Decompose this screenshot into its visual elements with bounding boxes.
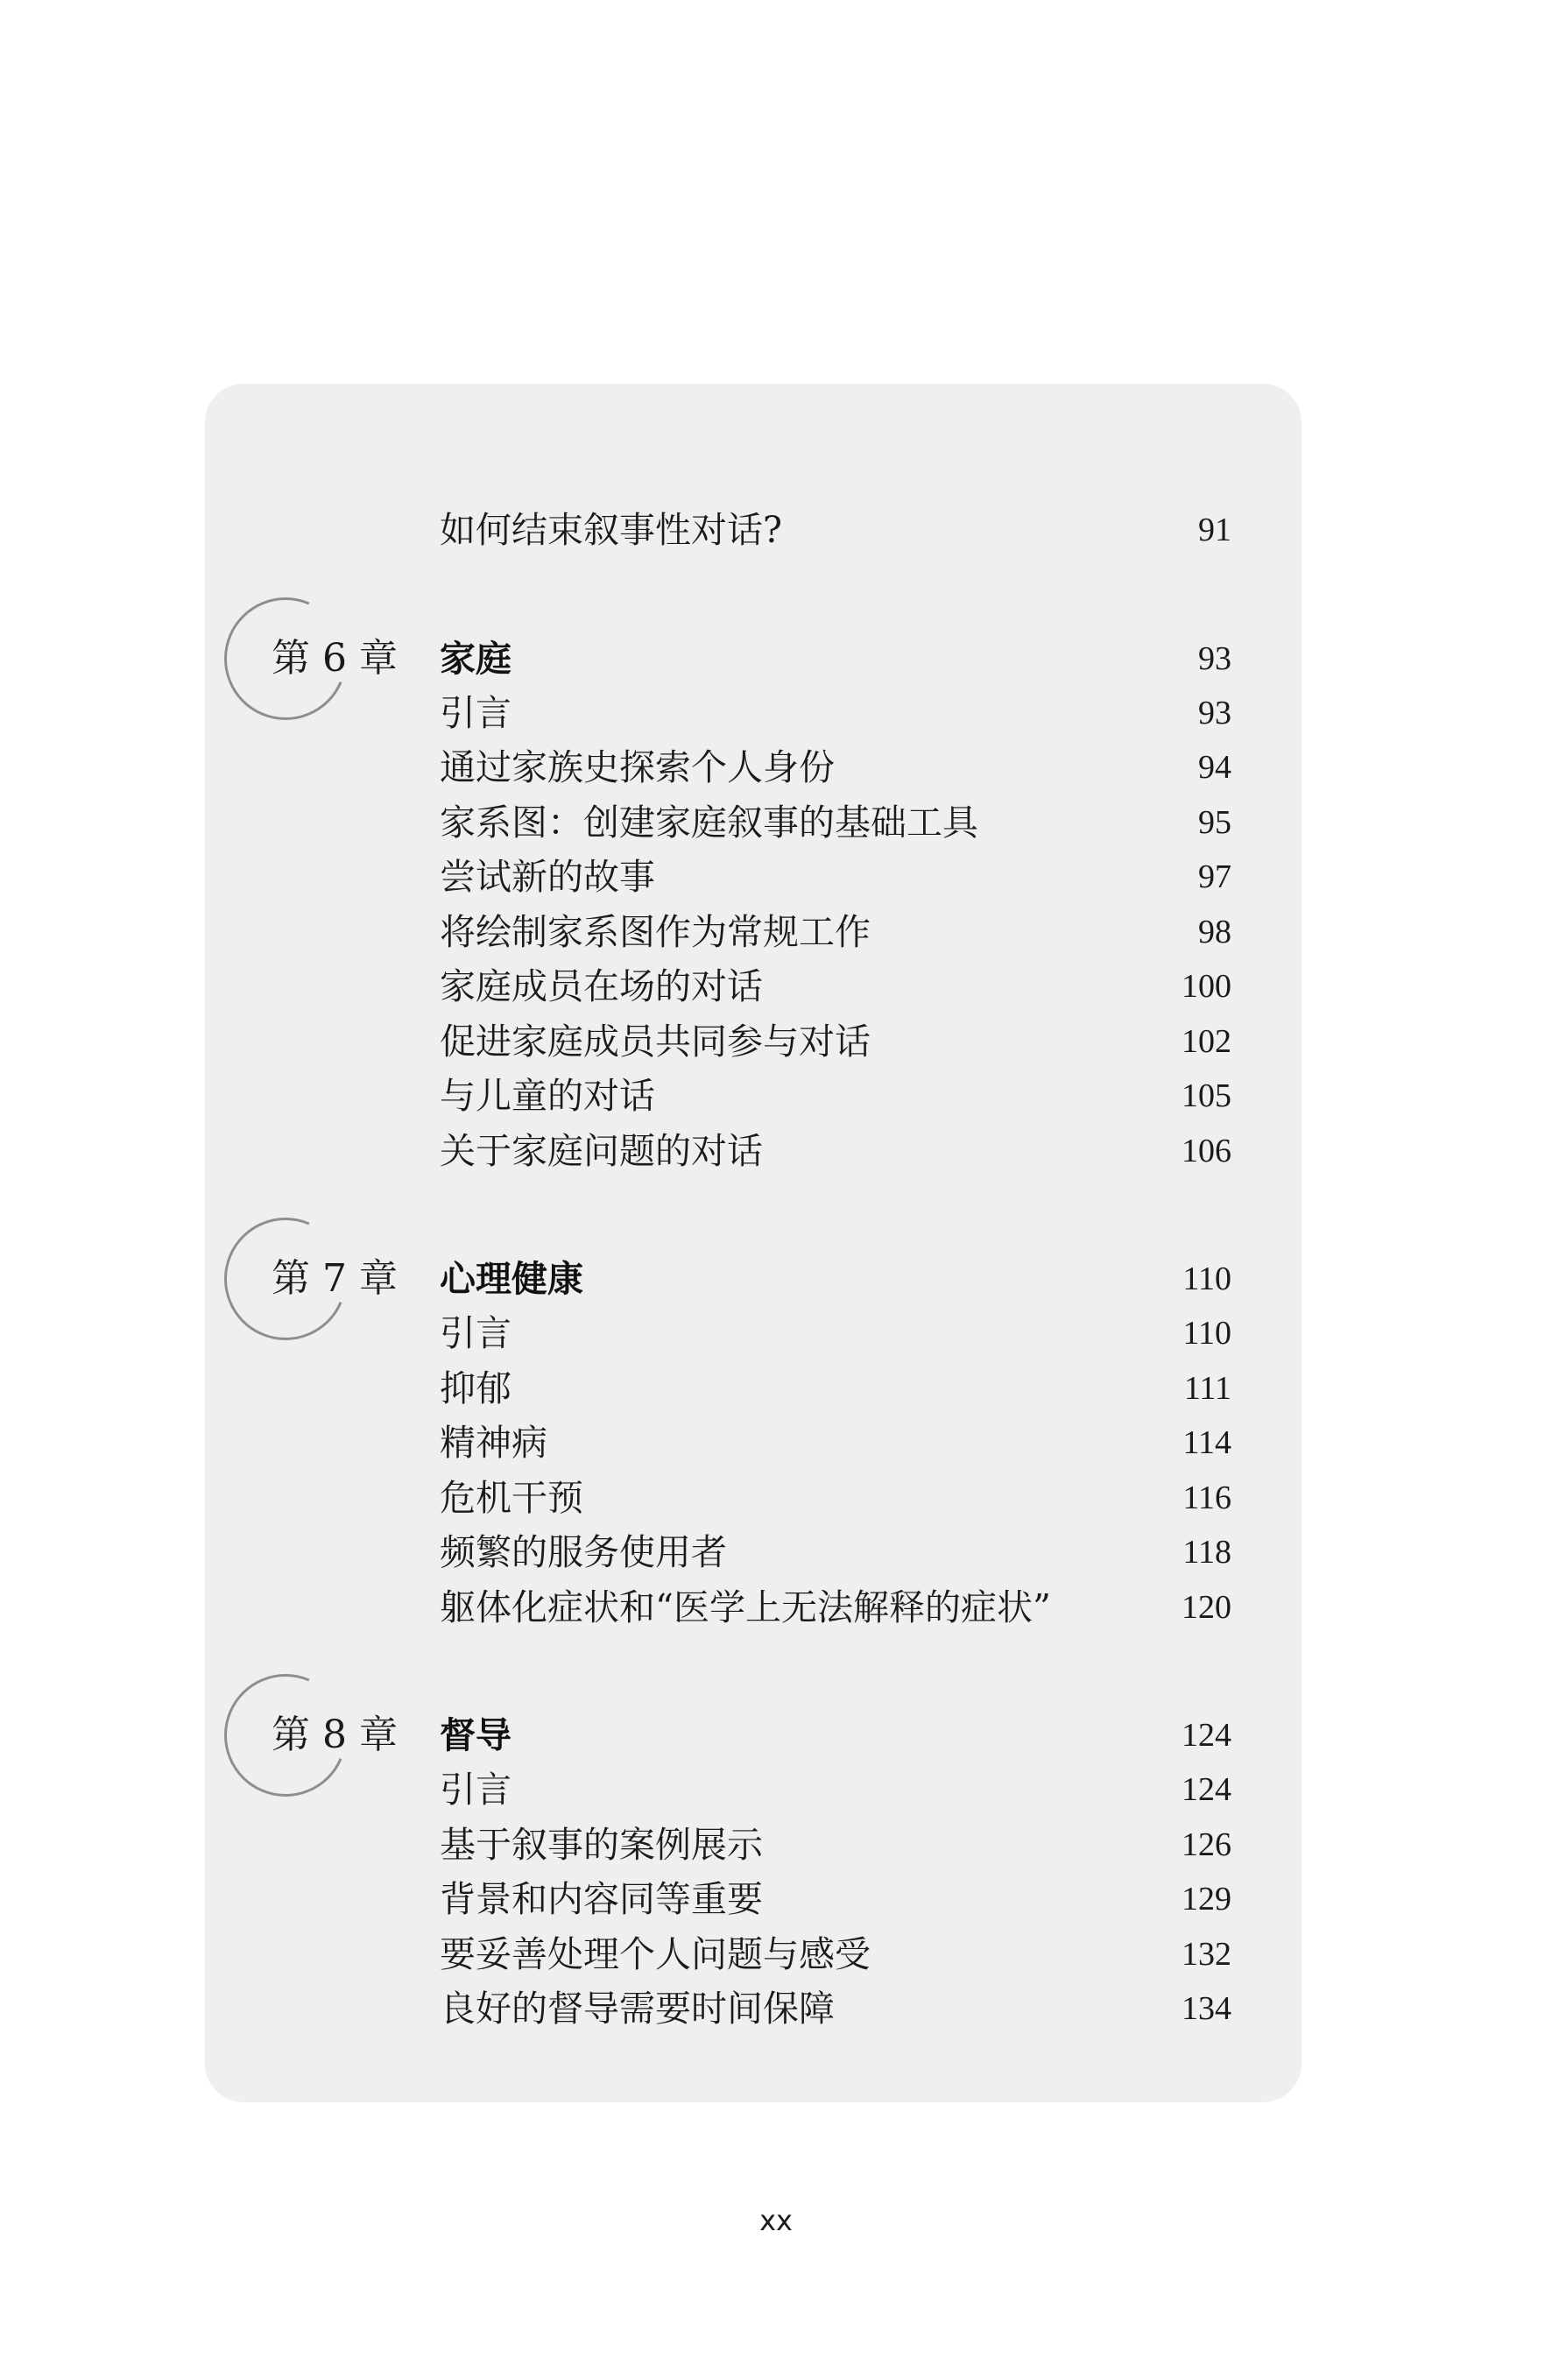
toc-entry-title: 精神病	[440, 1422, 547, 1464]
toc-entry-title: 如何结束叙事性对话?	[440, 509, 782, 551]
toc-entry[interactable]	[205, 1873, 1302, 1925]
chapter-title: 督导	[440, 1714, 511, 1756]
toc-entry-title: 将绘制家系图作为常规工作	[440, 911, 871, 953]
toc-entry-page: 126	[1182, 1826, 1231, 1863]
toc-entry[interactable]	[205, 796, 1302, 849]
toc-entry[interactable]	[205, 741, 1302, 794]
toc-entry-title: 背景和内容同等重要	[440, 1878, 763, 1920]
toc-entry-title: 家系图：创建家庭叙事的基础工具	[440, 802, 978, 844]
toc-entry-page: 129	[1182, 1881, 1231, 1917]
toc-entry-page: 124	[1182, 1771, 1231, 1808]
chapter-page: 124	[1182, 1717, 1231, 1754]
toc-panel	[205, 384, 1302, 2102]
toc-entry-page: 106	[1182, 1133, 1231, 1169]
toc-entry-title: 抑郁	[440, 1367, 511, 1409]
toc-entry-page: 118	[1182, 1534, 1231, 1571]
toc-entry[interactable]	[205, 1928, 1302, 1981]
chapter-title: 家庭	[440, 638, 511, 680]
toc-entry-title: 基于叙事的案例展示	[440, 1824, 763, 1866]
toc-entry-title: 与儿童的对话	[440, 1075, 655, 1117]
toc-entry-page: 132	[1182, 1936, 1231, 1973]
toc-entry-page: 134	[1182, 1990, 1231, 2027]
toc-entry[interactable]	[205, 1015, 1302, 1068]
toc-entry-page: 110	[1182, 1315, 1231, 1352]
toc-entry[interactable]	[205, 1362, 1302, 1415]
toc-entry-title: 引言	[440, 1769, 511, 1811]
toc-entry[interactable]	[205, 1307, 1302, 1359]
toc-entry-page: 95	[1198, 804, 1231, 841]
toc-entry-page: 100	[1182, 968, 1231, 1005]
toc-entry[interactable]	[205, 1125, 1302, 1177]
toc-entry-title: 要妥善处理个人问题与感受	[440, 1933, 871, 1975]
toc-entry-title: 通过家族史探索个人身份	[440, 746, 835, 788]
page-number: xx	[759, 2204, 793, 2237]
toc-entry-title: 良好的督导需要时间保障	[440, 1988, 835, 2030]
chapter-title: 心理健康	[440, 1258, 583, 1300]
toc-entry[interactable]	[205, 851, 1302, 903]
toc-entry-page: 93	[1198, 695, 1231, 731]
toc-entry[interactable]	[205, 1416, 1302, 1469]
toc-entry-page: 105	[1182, 1077, 1231, 1114]
toc-entry[interactable]	[205, 687, 1302, 739]
toc-entry-page: 102	[1182, 1023, 1231, 1060]
toc-entry[interactable]	[205, 504, 1302, 556]
toc-entry-title: 尝试新的故事	[440, 856, 655, 898]
chapter-page: 110	[1182, 1261, 1231, 1297]
toc-entry-page: 116	[1182, 1480, 1231, 1516]
toc-entry-title: 关于家庭问题的对话	[440, 1130, 763, 1172]
toc-entry[interactable]	[205, 1581, 1302, 1634]
toc-entry[interactable]	[205, 1763, 1302, 1816]
chapter-page: 93	[1198, 640, 1231, 677]
toc-entry-page: 94	[1198, 749, 1231, 786]
toc-entry[interactable]	[205, 1472, 1302, 1524]
toc-entry[interactable]	[205, 1526, 1302, 1578]
chapter-label: 第 8 章	[272, 1713, 398, 1757]
chapter-label: 第 7 章	[272, 1256, 398, 1301]
toc-entry[interactable]	[205, 1070, 1302, 1122]
toc-entry-title: 躯体化症状和“医学上无法解释的症状”	[440, 1586, 1051, 1628]
toc-entry-page: 97	[1198, 858, 1231, 895]
toc-entry-title: 家庭成员在场的对话	[440, 965, 763, 1007]
toc-entry-page: 98	[1198, 914, 1231, 950]
chapter-8-heading[interactable]	[205, 1709, 1302, 1762]
chapter-7-heading[interactable]	[205, 1253, 1302, 1305]
toc-entry[interactable]	[205, 906, 1302, 958]
chapter-6-heading[interactable]	[205, 632, 1302, 685]
toc-entry-title: 频繁的服务使用者	[440, 1531, 727, 1573]
toc-entry-title: 引言	[440, 692, 511, 734]
toc-entry-title: 危机干预	[440, 1477, 583, 1519]
toc-entry-title: 引言	[440, 1312, 511, 1354]
toc-entry-page: 114	[1182, 1424, 1231, 1461]
toc-entry[interactable]	[205, 960, 1302, 1013]
toc-entry[interactable]	[205, 1982, 1302, 2035]
toc-entry-page: 91	[1198, 512, 1231, 548]
toc-entry[interactable]	[205, 1819, 1302, 1871]
toc-entry-page: 120	[1182, 1589, 1231, 1626]
toc-entry-page: 111	[1183, 1370, 1231, 1407]
toc-entry-title: 促进家庭成员共同参与对话	[440, 1021, 871, 1063]
chapter-label: 第 6 章	[272, 636, 398, 681]
